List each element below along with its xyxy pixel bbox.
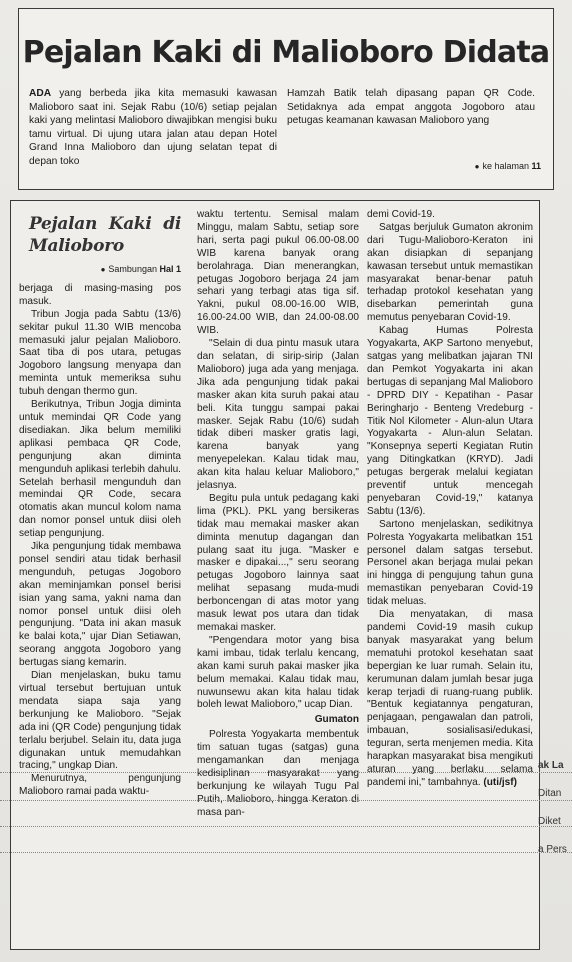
headline: Pejalan Kaki di Malioboro Didata xyxy=(22,35,550,70)
lead-column-1-text: yang berbeda jika kita memasuki kawasan Malioboro saat ini. Sejak Rabu (10/6) setiap pejalan kaki yang melintasi Malioboro diwajibkan mengisi buku tamu virtual. Di ujung utara jalan atau depan Hotel Grand Inna Malioboro dan ujung selatan tepat di depan toko xyxy=(29,88,277,167)
paragraph-text: Dia menyatakan, di masa pandemi Covid-19 masih cukup banyak masyarakat yang belum mematuhi protokol kesehatan saat bepergian ke luar rumah. Selain itu, kerumunan dalam jumlah besar juga kerap terjadi di ruang-ruang publik. "Bentuk kegiatannya pengaturan, penjagaan, pengawalan dan patroli, imbauan, sosialisasi/edukasi, teguran, serta menjemen media. Kita harapkan masyarakat bisa mengikuti aturan yang berlaku selama pandemi ini," tambahnya. xyxy=(367,609,533,788)
paragraph: Polresta Yogyakarta membentuk tim satuan tugas (satgas) guna mengamankan dan menjaga kedisiplinan masyarakat yang berkunjung ke wilayah Tugu Pal Putih, Malioboro, hingga Keraton di masa pan- xyxy=(197,729,359,818)
cut-line xyxy=(0,800,572,801)
paragraph: berjaga di masing-masing pos masuk. xyxy=(19,282,181,307)
paragraph: Tribun Jogja pada Sabtu (13/6) sekitar pukul 11.30 WIB mencoba memasuki jalur pejalan Malioboro. Saat tiba di pos utara, petugas Jogoboro langsung menyapa dan meminta untuk memeriksa suhu tubuh dengan thermo gun. xyxy=(19,308,181,398)
sambungan-label: Sambungan xyxy=(108,264,157,274)
continuation-kicker: Pejalan Kaki di Malioboro xyxy=(29,214,181,256)
sambungan-page: Hal 1 xyxy=(159,264,181,274)
paragraph: Dian menjelaskan, buku tamu virtual tersebut bertujuan untuk mendata siapa saja yang berkunjung ke Malioboro. "Sejak ada ini (QR Code) pengunjung tidak terlalu berjubel. Selain itu, data juga digunakan untuk memudahkan tracing," ungkap Dian. xyxy=(19,670,181,772)
article-column-1 xyxy=(19,209,181,799)
paragraph: Sartono menjelaskan, sedikitnya Polresta Yogyakarta melibatkan 151 personel dalam satgas tersebut. Personel akan berjaga mulai pekan ini hingga di pengujung tahun guna memastikan penyebaran Covid-19 tidak meluas. xyxy=(367,518,533,608)
paragraph: Kabag Humas Polresta Yogyakarta, AKP Sartono menyebut, satgas yang melibatkan jajaran TNI dan Pemkot Yogyakarta ini akan bertugas di sepanjang Mal Malioboro - DPRD DIY - Kepatihan - Pasar Beringharjo - Benteng Vredeburg - Titik Nol Kilometer - Alun-alun Utara Yogyakarta - Alun-alun Selatan. "Konsepnya seperti Kegiatan Rutin yang Ditingkatkan (KRYD). Jadi petugas bergerak melalui kegiatan preventif untuk mencegah penyebaran Covid-19," katanya Sabtu (13/6). xyxy=(367,325,533,517)
continued-label: ke halaman xyxy=(482,161,529,171)
paragraph: Satgas berjuluk Gumaton akronim dari Tugu-Malioboro-Keraton ini akan disiapkan di sepanjang kawasan tersebut untuk memastikan masyarakat benar-benar patuh terhadap protokol kesehatan yang disebarkan pemerintah guna memutus penyebaran Covid-19. xyxy=(367,221,533,324)
paragraph: Begitu pula untuk pedagang kaki lima (PKL). PKL yang bersikeras tidak mau memakai masker akan diminta menutup dagangan dan pulang saat itu juga. "Masker e masker e dipakai...," seru seorang petugas Jogoboro lainnya saat melihat sepasang muda-mudi berboncengan di atas motor yang masuk lewat pos utara dan tidak memakai masker. xyxy=(197,492,359,633)
article-column-3 xyxy=(367,209,533,790)
paragraph: Berikutnya, Tribun Jogja diminta untuk memindai QR Code yang disediakan. Jika belum memiliki aplikasi pembaca QR Code, pengunjung akan diminta mengunduh aplikasi terlebih dahulu. Setelah berhasil mengunduh dan memindai QR Code, secara otomatis akan muncul kolom nama dan nomor ponsel untuk diisi oleh setiap pengunjung. xyxy=(19,399,181,540)
fragment-line: Ditan xyxy=(538,788,562,799)
lead-column-2: Hamzah Batik telah dipasang papan QR Code. Setidaknya ada empat anggota Jogoboro atau petugas keamanan kawasan Malioboro yang xyxy=(287,88,535,127)
neighbouring-clipping-fragment xyxy=(538,760,572,910)
fragment-title: ak La xyxy=(538,760,564,771)
paragraph: Menurutnya, pengunjung Malioboro ramai pada waktu- xyxy=(19,773,181,798)
fragment-line: a Pers xyxy=(538,844,567,855)
byline: (uti/jsf) xyxy=(483,776,518,788)
paragraph: "Pengendara motor yang bisa kami imbau, tidak terlalu kencang, akan kami suruh pakai masker jika belum memakai. Kalau tidak mau, nuwunsewu akan kita halau tidak boleh lewat Malioboro," ucap Dian. xyxy=(197,634,359,711)
cut-line xyxy=(0,852,572,853)
paragraph: waktu tertentu. Semisal malam Minggu, malam Sabtu, setiap sore hari, serta pagi pukul 06.00-08.00 WIB karena banyak orang berolahraga. Dian menerangkan, petugas Jogoboro berjaga 24 jam sehari yang terbagi atas tiga sif. Yakni, pukul 08.00-16.00 WIB, 16.00-24.00 WIB, dan 24.00-08.00 WIB. xyxy=(197,209,359,337)
bullet-icon: ● xyxy=(100,265,106,274)
bullet-icon: ● xyxy=(474,162,480,171)
lead-column-1 xyxy=(29,87,277,169)
front-page-clipping xyxy=(18,8,554,190)
paragraph: Jika pengunjung tidak membawa ponsel sendiri atau tidak berhasil mengunduh, petugas Jogoboro akan meminjamkan ponsel berisi isian yang sama, yakni nama dan nomor ponsel untuk diisi oleh pengunjung. "Data ini akan masuk ke balai kota," ujar Dian Setiawan, seorang anggota Jogoboro yang bertugas siang kemarin. xyxy=(19,541,181,669)
continued-reference xyxy=(475,161,541,171)
article-column-2 xyxy=(197,209,359,820)
paragraph: "Selain di dua pintu masuk utara dan selatan, di sirip-sirip (Jalan Malioboro) juga ada yang menjaga. Jika ada pengunjung tidak pakai masker akan kita suruh pakai atau beli. Kita tunggu sampai pakai masker. Sejak Rabu (10/6) sudah tidak diberi masker gratis lagi, karena banyak yang menyepelekan. Kalau tidak mau, akan kita halau keluar Malioboro," jelasnya. xyxy=(197,338,359,492)
continuation-clipping xyxy=(10,200,540,950)
continued-page: 11 xyxy=(531,161,541,171)
paragraph-last xyxy=(367,609,533,790)
cut-line xyxy=(0,826,572,827)
sambungan-reference xyxy=(19,263,181,277)
paragraph: demi Covid-19. xyxy=(367,209,435,220)
cut-line xyxy=(0,772,572,773)
lead-word: ADA xyxy=(29,88,52,99)
subheading-gumaton: Gumaton xyxy=(314,714,359,726)
fragment-line: Diket xyxy=(538,816,561,827)
